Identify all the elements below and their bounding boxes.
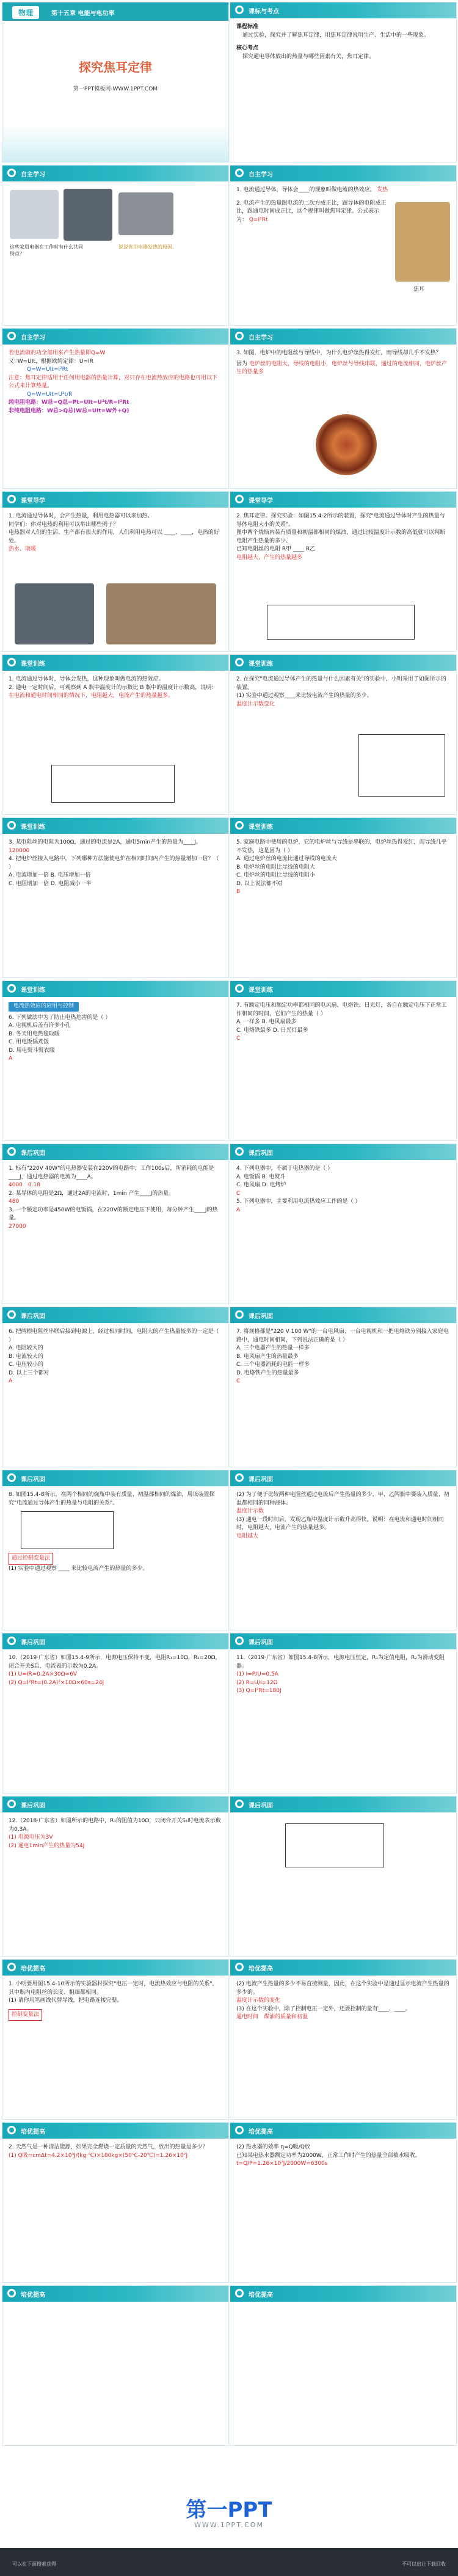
slide-drill-5: [230, 817, 457, 978]
answer-box: 控制变量法: [9, 2009, 42, 2021]
footer-left-note: 可以在下面搜索获得: [12, 2561, 56, 2567]
header-title: 培优提高: [249, 2129, 273, 2136]
question: 1. 小明要用图15.4-10所示的实验器材探究"电压一定时，电流热效应与电阻的关系"，其中瓶内电阻丝的长度、粗细都相同。: [9, 1981, 218, 1996]
header-title: 课堂训练: [249, 987, 273, 994]
line: A. 电视机后盖有许多小孔: [9, 1023, 71, 1029]
slide-self-study-2: [230, 165, 457, 326]
line: 3. 某电阻丝的电阻为100Ω，通过的电流是2A，通电5min产生的热量为____J。: [9, 839, 202, 845]
header-title: 自主学习: [21, 335, 45, 341]
answer: 热水: [9, 546, 20, 552]
line: D. 用电熨斗熨衣服: [9, 1047, 55, 1054]
gear-icon: [7, 169, 16, 177]
answer: 480: [9, 1199, 20, 1205]
circuit-diagram: [358, 734, 445, 797]
line: A. 三个电器产生的热量一样多: [236, 1345, 310, 1351]
header-title: 课后巩固: [249, 1150, 273, 1157]
footer-band: [0, 2548, 458, 2576]
line: 1. 标有"220V 40W"的电热器安装在220V的电路中，工作100s后，所消耗的电能是____J，通过电热器的电流为____A。: [9, 1166, 214, 1180]
line: A. 通过电炉丝的电流比通过导线的电流大: [236, 856, 337, 862]
slide-header: [2, 981, 228, 997]
slide-body: [236, 839, 450, 972]
line: 6. 把两根电阻丝串联后接到电源上，经过相同时间，电阻大的产生热量较多的一定是（ ）: [9, 1329, 219, 1343]
slide-consolidate-2: [230, 1144, 457, 1304]
line: A. 电阻较大的: [9, 1345, 43, 1351]
answer: B: [236, 889, 241, 895]
slide-body: [9, 1654, 222, 1788]
answer: 通电时间: [236, 2014, 259, 2020]
text: 通过实验，探究并了解焦耳定律，用焦耳定律说明生产、生活中的一些现象。: [242, 32, 430, 38]
slide-body: [9, 1165, 222, 1299]
slide-body: [236, 1165, 450, 1299]
ans-label: 因为: [236, 360, 248, 367]
slide-body: [236, 2144, 450, 2277]
gear-icon: [7, 2126, 16, 2134]
answer: 电阻越大: [236, 1533, 259, 1539]
answer: A: [9, 1056, 13, 1062]
question: 2. 在探究"电流通过导体产生的热量与什么因素有关"的实验中，小明采用了如图所示的装置。: [236, 676, 446, 691]
brand-url: WWW.1PPT.COM: [194, 2521, 264, 2529]
slide-drill-4: [2, 817, 229, 978]
slide-header: [230, 1144, 456, 1160]
line: (2) 电流产生热量的多少不易直接测量，因此，在这个实验中是通过显示电流产生热量的多少的。: [236, 1981, 449, 1996]
slide-drill-6: [2, 980, 229, 1141]
sub: (1) 请你用笔画线代替导线，把电路连接完整。: [9, 1998, 123, 2004]
header-title: 课后巩固: [249, 1476, 273, 1483]
answer: (1) I=P/U=0.5A: [236, 1671, 278, 1677]
slide-drill-1: [230, 328, 457, 489]
slide-header: [230, 1797, 456, 1812]
answer: 电炉丝的电阻大，导线的电阻小，电炉丝与导线串联，通过的电流相同，电炉丝产生的热量多: [236, 360, 447, 375]
header-title: 培优提高: [21, 2129, 45, 2136]
gear-icon: [235, 1147, 244, 1156]
question: 2. 天然气是一种清洁能源，如果完全燃烧一定质量的天然气，放出的热量是多少？: [9, 2144, 208, 2150]
slide-drill-3: [230, 654, 457, 815]
line: 5. 下列电器中，主要利用电流热效应工作的是（ ）: [236, 1199, 361, 1205]
slide-consolidate-5: [2, 1470, 229, 1630]
brand-logo: 第一PPT: [186, 2498, 272, 2522]
slide-drill-7: [230, 980, 457, 1141]
header-title: 培优提高: [249, 2292, 273, 2299]
slide-header: [230, 1307, 456, 1323]
answer: t=Q/P=1.26×10⁷J/2000W=6300s: [236, 2161, 328, 2167]
caption: 这些家用电器在工作时有什么共同特点？: [10, 244, 83, 257]
answer: 煤油的质量和初温: [264, 2014, 308, 2020]
header-title: 课堂训练: [21, 661, 45, 668]
slide-header: [230, 1470, 456, 1486]
gear-icon: [7, 1147, 16, 1156]
answer-line: [236, 360, 450, 377]
answer: 温度计示数变化: [236, 701, 275, 707]
slide-body: [236, 1491, 450, 1625]
header-title: 课堂训练: [249, 824, 273, 831]
header-title: 课堂训练: [249, 661, 273, 668]
line: 4. 下列电器中，不属于电热器的是（ ）: [236, 1166, 333, 1172]
gear-icon: [235, 658, 244, 666]
slide-header: [230, 981, 456, 997]
answer: (1) Q吸=cmΔt=4.2×10³J/(kg·℃)×100kg×(50℃-20℃)=1.26×10⁷J: [9, 2152, 188, 2159]
header-title: 课堂导学: [249, 498, 273, 505]
header-title: 课后巩固: [249, 1313, 273, 1320]
gear-icon: [235, 1636, 244, 1645]
line: C. 电风扇 D. 电烤炉: [236, 1182, 286, 1188]
answer: (1) U=IR=0.2A×30Ω=6V: [9, 1671, 77, 1677]
header-title: 课标与考点: [249, 9, 279, 15]
gear-icon: [235, 332, 244, 340]
line: 7. 有额定电压和额定功率都相同的电风扇、电烙铁、日光灯，各自在额定电压下正常工作相同的时间，它们产生的热量（ ）: [236, 1002, 447, 1017]
gear-icon: [235, 5, 244, 14]
slide-extension-1: [2, 1959, 229, 2120]
slide-body: [9, 1002, 222, 1136]
line: (1) 实验中通过观察 ____ 来比较电流产生的热量的多少。: [9, 1565, 148, 1572]
slide-consolidate-8: [230, 1633, 457, 1793]
slide-header: [230, 1633, 456, 1649]
slide-body: [9, 349, 222, 483]
slide-body: [9, 1491, 222, 1625]
gear-icon: [235, 1963, 244, 1971]
line: 3. 一个额定功率是450W的电饭锅，在220V的额定电压下使用，每分钟产生____J的热量。: [9, 1206, 218, 1221]
cover-chapter: 第十五章 电能与电功率: [51, 10, 115, 17]
slide-header: [2, 2286, 228, 2302]
answer: 发热: [377, 187, 388, 193]
kettle-image: [64, 189, 112, 241]
line: B. 电流较大的: [9, 1353, 43, 1360]
line: (3) 通电一段时间后，发现乙瓶中温度计示数升高得快，说明：在电流和通电时间相同时，电阻越大，电流产生的热量越多。: [236, 1516, 444, 1531]
answer: Q=I²Rt: [249, 216, 268, 223]
gear-icon: [235, 1473, 244, 1482]
answers: [236, 2013, 450, 2022]
slide-header: [230, 655, 456, 671]
cover-wave: [2, 125, 228, 162]
header-title: 课堂导学: [21, 498, 45, 505]
line: C. 用电饭锅煮饭: [9, 1039, 49, 1045]
slide-consolidate-9: [2, 1796, 229, 1957]
header-title: 培优提高: [249, 1966, 273, 1972]
line: 1. 电流通过导体时，会产生热量，利用电热器可以来加热。: [9, 513, 153, 519]
slide-consolidate-3: [2, 1307, 229, 1467]
header-title: 自主学习: [21, 172, 45, 178]
line: D. 电烙铁产生的热量最多: [236, 1370, 299, 1376]
line: C. 电压较小的: [9, 1362, 44, 1368]
line: 2. 某导体的电阻是2Ω，通过2A的电流时，1min 产生____J的热量。: [9, 1190, 175, 1197]
label: 课程标准: [236, 24, 259, 30]
gear-icon: [7, 1473, 16, 1482]
slide-consolidate-1: [2, 1144, 229, 1304]
slide-cover: [2, 2, 229, 162]
slide-body: [236, 1002, 450, 1136]
gear-icon: [235, 495, 244, 503]
line: 电热器对人们的生活、生产都有很大的作用，人们利用电热可以 ____、____，电热的好处。: [9, 530, 219, 544]
answer: C: [236, 1378, 241, 1384]
answer: 120000: [9, 847, 30, 854]
answer: (3) Q=I²Rt=180J: [236, 1688, 282, 1694]
question: 12.（2018·广东省）如图所示的电路中，R₁的阻值为10Ω，只闭合开关S₁时电流表示数为0.3A。: [9, 1818, 221, 1833]
gear-icon: [235, 169, 244, 177]
line: 已知某电热水器额定功率为2000W，正常工作时产生的热量全部被水吸收。: [236, 2152, 421, 2159]
slide-header: [2, 1960, 228, 1976]
answer: 0.18: [27, 1182, 40, 1188]
slide-header: [230, 329, 456, 345]
line: B. 电风扇产生的热量最多: [236, 1353, 299, 1360]
header-title: 课后巩固: [21, 1640, 45, 1646]
slide-consolidate-4: [230, 1307, 457, 1467]
header-title: 课堂训练: [21, 987, 45, 994]
answer: (2) R=U/I=12Ω: [236, 1679, 278, 1686]
header-title: 课堂训练: [21, 824, 45, 831]
gear-icon: [7, 1963, 16, 1971]
slide-header: [2, 492, 228, 508]
slide-body: [9, 839, 222, 972]
line: C. 电阻增加一倍 D. 电阻减小一半: [9, 880, 92, 887]
answers: 热水、取暖: [9, 546, 37, 552]
header-title: 自主学习: [249, 335, 273, 341]
answer: 电阻越大，产生的热量越多: [236, 554, 303, 561]
line: B. 电炉丝的电阻比导线的电阻大: [236, 864, 315, 870]
slide-body: [9, 2144, 222, 2277]
gear-icon: [7, 332, 16, 340]
slide-consolidate-7: [2, 1633, 229, 1793]
fill: 已知电阻丝的电阻 R甲 ____ R乙: [236, 546, 316, 552]
slide-header: [2, 329, 228, 345]
line: A. 一样多 B. 电风扇最多: [236, 1019, 297, 1025]
answer: 温度计示数: [236, 1508, 264, 1514]
slide-self-study-3: [2, 328, 229, 489]
caption: 说说你用电器发热的原因。: [118, 244, 177, 250]
line: B. 冬天用电热毯取暖: [9, 1031, 60, 1037]
portrait-caption: 焦耳: [413, 286, 425, 293]
answer: (2) 通电1min产生的热量为54J: [9, 1842, 85, 1849]
line: 4. 把电炉丝接入电路中，下列哪种方法能使电炉在相同时间内产生的热量增加一倍？（ ）: [9, 856, 219, 870]
slide-extension-6: [230, 2285, 457, 2446]
slide-body: [236, 1980, 450, 2114]
line: (2) 热水器的效率 η=Q吸/Q放: [236, 2144, 310, 2150]
section-badge: 电流热效应的应用与控制: [9, 1002, 79, 1012]
question: 8. 如图15.4-8所示，在两个相同的烧瓶中装有质量、初温都相同的煤油，用该装置探究"电流通过导体产生的热量与电阻的关系"。: [9, 1492, 215, 1506]
question: 2. 焦耳定律。探究实验：如图15.4-2所示的装置，探究"电流通过导体时产生的热量与导体电阻大小的关系"。: [236, 513, 445, 528]
gear-icon: [7, 2289, 16, 2297]
header-title: 课后巩固: [249, 1640, 273, 1646]
slide-header: [230, 2, 456, 18]
gear-icon: [7, 1636, 16, 1645]
gear-icon: [235, 984, 244, 993]
slide-body: [9, 1328, 222, 1462]
gear-icon: [235, 821, 244, 830]
line: 又∵W=UIt，根据欧姆定律：U=IR: [9, 358, 93, 365]
question: 11.（2019·广东省）如图15.4-8所示，电源电压恒定，R₁为定值电阻，R₂为滑动变阻器。: [236, 1655, 445, 1669]
line: 6. 下列做法中为了防止电热危害的是（ ）: [9, 1014, 111, 1021]
sub: 图中两个烧瓶内装有质量和初温都相同的煤油，通过比较温度计示数的高低就可以判断电阻产生热量的多少。: [236, 530, 446, 544]
answer: 4000: [9, 1182, 23, 1188]
q-text: 1. 电流通过导体，导体会____的现象叫做电流的热效应。: [236, 187, 376, 193]
slide-body: [236, 1328, 450, 1462]
stove-coil-image: [316, 414, 377, 475]
header-title: 课后巩固: [21, 1476, 45, 1483]
gear-icon: [7, 495, 16, 503]
slide-extension-3: [2, 2122, 229, 2283]
line: C. 三个电器消耗的电能一样多: [236, 1362, 310, 1368]
slide-self-study-1: [2, 165, 229, 326]
line: D. 以上说法都不对: [236, 880, 283, 887]
line: 注意：焦耳定律适用于任何用电器的热量计算，对只存在电流热效应的电路也可用以下公式来计算热量。: [9, 374, 218, 389]
cover-title: 探究焦耳定律: [79, 60, 152, 75]
question: 3. 如图，电炉中的电阻丝与导线中，为什么电炉丝热得发红，而导线却几乎不发热？: [236, 350, 442, 356]
slide-extension-5: [2, 2285, 229, 2446]
circuit-diagram: [267, 605, 415, 640]
answer-box: 通过控制变量法: [9, 1553, 53, 1565]
slide-header: [2, 166, 228, 181]
header-title: 课后巩固: [21, 1313, 45, 1320]
slide-body: [236, 1654, 450, 1788]
slide-extension-2: [230, 1959, 457, 2120]
line: (3) 在这个实验中，除了控制电压一定外，还要控制的量有____、____。: [236, 2005, 411, 2012]
slide-header: [2, 818, 228, 834]
q-text: 2. 电流产生的热量跟电流的二次方成正比，跟导体的电阻成正比，跟通电时间成正比，这个规律叫做焦耳定律。公式表示为：: [236, 200, 387, 223]
slide-header: [230, 1960, 456, 1976]
gear-icon: [7, 984, 16, 993]
answer: A: [9, 1378, 13, 1384]
slide-header: [230, 818, 456, 834]
slide-body: [9, 1817, 222, 1951]
slide-header: [2, 1797, 228, 1812]
gear-icon: [7, 821, 16, 830]
slide-header: [2, 1470, 228, 1486]
slide-body: [9, 1980, 222, 2114]
slide-body: [236, 23, 450, 157]
slide-header: [230, 2286, 456, 2302]
line: 若电流做的功全部用来产生热量即Q=W: [9, 350, 106, 356]
text: 探究通电导体放出的热量与哪些因素有关，焦耳定律。: [242, 53, 375, 60]
line: A. 电饭锅 B. 电熨斗: [236, 1173, 286, 1180]
line: 纯电阻电路：W总=Q总=Pt=UIt=U²t/R=I²Rt: [9, 400, 129, 406]
circuit-diagram: [21, 1511, 114, 1549]
line: 非纯电阻电路：W总>Q总(W总=UIt=W外+Q): [9, 407, 129, 414]
line: 同学们：你对电热的利用可以举出哪些例子？: [9, 521, 119, 528]
header-title: 培优提高: [21, 2292, 45, 2299]
cover-site: 第一PPT模板网-WWW.1PPT.COM: [73, 86, 158, 92]
slide-header: [2, 655, 228, 671]
gear-icon: [235, 2289, 244, 2297]
gear-icon: [235, 2126, 244, 2134]
slide-consolidate-10: [230, 1796, 457, 1957]
question: 10.（2019·广东省）如图15.4-9所示，电源电压保持不变，电阻R₁=10Ω，R₂=20Ω，闭合开关S后，电流表的示数为0.2A。: [9, 1655, 221, 1669]
circuit-diagram: [285, 1823, 384, 1867]
line: D. 以上三个都对: [9, 1370, 49, 1376]
header-title: 课后巩固: [249, 1803, 273, 1809]
oven-image: [118, 192, 173, 235]
line: 2. 通电一定时间后，可观察到 A 瓶中温度计的示数比 B 瓶中的温度计示数高，说明：: [9, 684, 217, 691]
header-title: 课后巩固: [21, 1150, 45, 1157]
line: Q=W=UIt=U²t/R: [27, 391, 73, 398]
slide-extension-4: [230, 2122, 457, 2283]
answer: 取暖: [25, 546, 37, 552]
answer: C: [236, 1035, 241, 1042]
joule-portrait: [395, 202, 450, 282]
gear-icon: [235, 1800, 244, 1808]
answer: (1) 电源电压为3V: [9, 1834, 53, 1841]
slide-header: [230, 166, 456, 181]
gear-icon: [7, 1310, 16, 1319]
slide-header: [2, 1307, 228, 1323]
header-title: 培优提高: [21, 1966, 45, 1972]
answer: A: [236, 1206, 241, 1213]
line: 在电流和通电时间相同的情况下，电阻越大，电流产生的热量越多。: [9, 693, 174, 699]
iron-image: [10, 190, 59, 239]
factory-image: [106, 583, 216, 644]
sub: (1) 实验中通过观察____来比较电流产生的热量的多少。: [236, 693, 373, 699]
appliance-image: [15, 583, 94, 644]
label: 核心考点: [236, 45, 259, 51]
line: A. 电流增加一倍 B. 电压增加一倍: [9, 872, 91, 878]
header-title: 自主学习: [249, 172, 273, 178]
answer: (2) Q=I²Rt=(0.2A)²×10Ω×60s=24J: [9, 1679, 104, 1686]
slide-guide-1: [2, 491, 229, 652]
question: [236, 186, 389, 195]
slide-header: [230, 2123, 456, 2139]
slide-guide-2: [230, 491, 457, 652]
line: (2) 为了便于比较两种电阻丝通过电流后产生热量的多少，甲、乙两瓶中要装入质量、初温都相同的同种液体。: [236, 1492, 449, 1506]
question: [236, 200, 389, 225]
circuit-diagram: [51, 765, 175, 803]
line: 7. 将规格都是"220 V 100 W"的一台电风扇、一台电视机和一把电烙铁分别接入家庭电路中，通电时间相同，下列说法正确的是（ ）: [236, 1329, 449, 1343]
footer-right-note: 不可以出让下载回收: [402, 2561, 446, 2567]
line: Q=W=UIt=I²Rt: [27, 367, 68, 373]
gear-icon: [7, 658, 16, 666]
answers: [9, 1181, 222, 1190]
header-title: 课后巩固: [21, 1803, 45, 1809]
slide-header: [2, 1633, 228, 1649]
answer: 27000: [9, 1223, 26, 1230]
cover-logo: 物理: [12, 6, 39, 19]
gear-icon: [7, 1800, 16, 1808]
line: C. 电烙铁最多 D. 日光灯最多: [236, 1027, 308, 1034]
gear-icon: [235, 1310, 244, 1319]
slide-header: [2, 2123, 228, 2139]
line: C. 电炉丝的电阻比导线的电阻小: [236, 872, 316, 878]
slide-header: [2, 1144, 228, 1160]
brand-footer: [0, 2450, 458, 2576]
answer: 温度计示数的变化: [236, 1998, 281, 2004]
slide-body: [236, 1817, 450, 1951]
slide-consolidate-6: [230, 1470, 457, 1630]
slide-header: [230, 492, 456, 508]
slide-drill-2: [2, 654, 229, 815]
line: 5. 家庭电路中使用的电炉，它的电炉丝与导线是串联的，电炉丝热得发红，而导线几乎不发热，这是因为（ ）: [236, 839, 447, 854]
answer: C: [236, 1190, 241, 1197]
slide-body: [236, 186, 389, 320]
line: 1. 电流通过导体时，导体会发热，这种现象叫做电流的热效应。: [9, 676, 164, 682]
slide-standard: [230, 2, 457, 162]
